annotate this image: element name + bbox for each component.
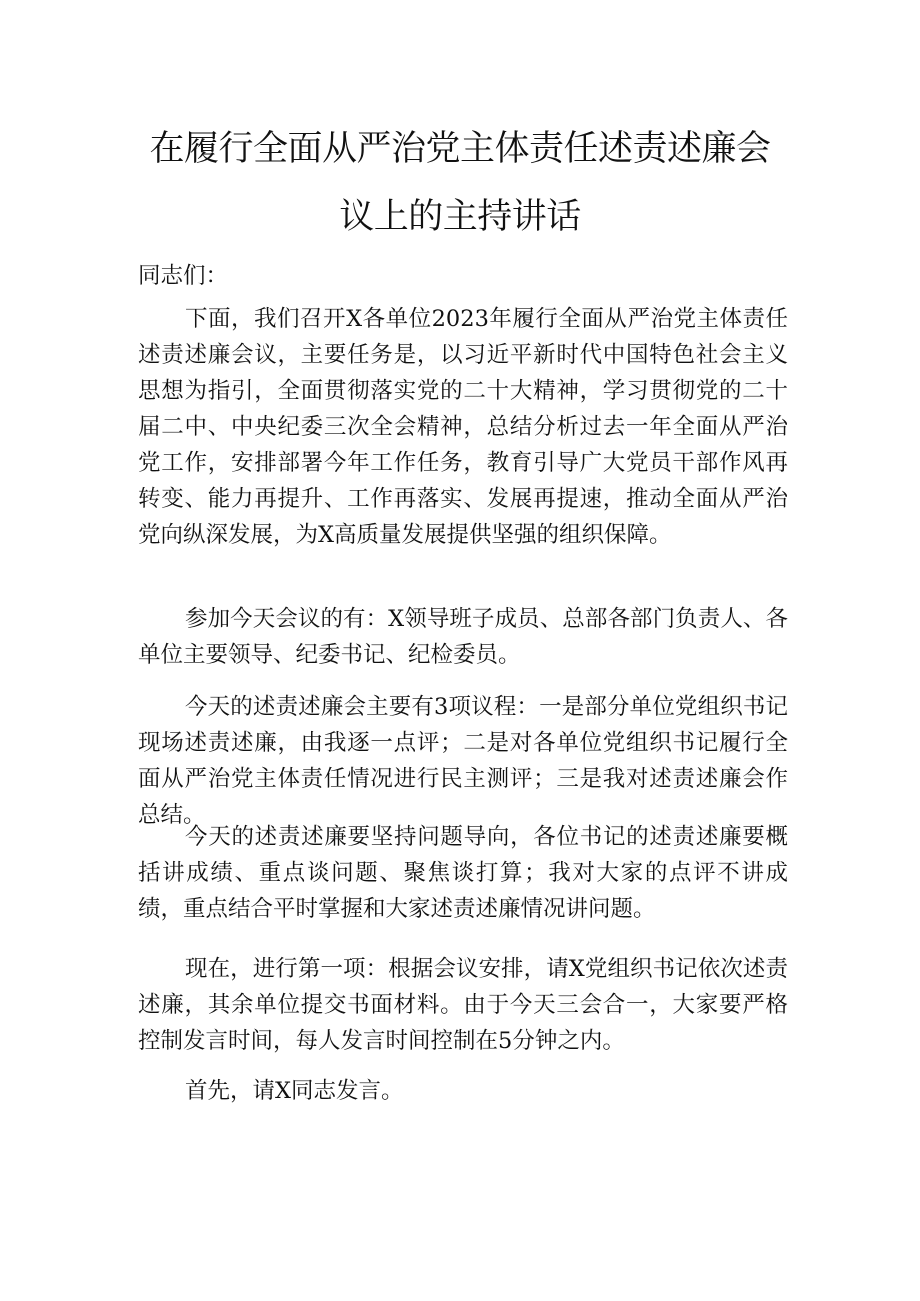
document-title-line-2: 议上的主持讲话: [339, 197, 581, 237]
paragraph-agenda: 今天的述责述廉会主要有3项议程：一是部分单位党组织书记现场述责述廉，由我逐一点评；二是对各单位党组织书记履行全面从严治党主体责任情况进行民主测评；三是我对述责述廉会作总结。: [138, 694, 788, 828]
paragraph-first-item: 现在，进行第一项：根据会议安排，请X党组织书记依次述责述廉，其余单位提交书面材料。由于今天三会合一，大家要严格控制发言时间，每人发言时间控制在5分钟之内。: [138, 956, 788, 1054]
paragraph-requirements: 今天的述责述廉要坚持问题导向，各位书记的述责述廉要概括讲成绩、重点谈问题、聚焦谈打算；我对大家的点评不讲成绩，重点结合平时掌握和大家述责述廉情况讲问题。: [138, 824, 788, 922]
salutation: 同志们：: [138, 263, 229, 289]
paragraph-intro: 下面，我们召开X各单位2023年履行全面从严治党主体责任述责述廉会议，主要任务是，以习近平新时代中国特色社会主义思想为指引，全面贯彻落实党的二十大精神，学习贯彻党的二十届二中、中央纪委三次全会精神，总结分析过去一年全面从严治党工作，安排部署今年工作任务，教育引导广大党员干部作风再转变、能力再提升、工作再落实、发展再提速，推动全面从严治党向纵深发展，为X高质量发展提供坚强的组织保障。: [138, 306, 788, 548]
document-title-line-1: 在履行全面从严治党主体责任述责述廉会: [149, 129, 771, 169]
paragraph-first-speaker: 首先，请X同志发言。: [185, 1078, 404, 1104]
paragraph-attendees: 参加今天会议的有：X领导班子成员、总部各部门负责人、各单位主要领导、纪委书记、纪检委员。: [138, 606, 788, 668]
